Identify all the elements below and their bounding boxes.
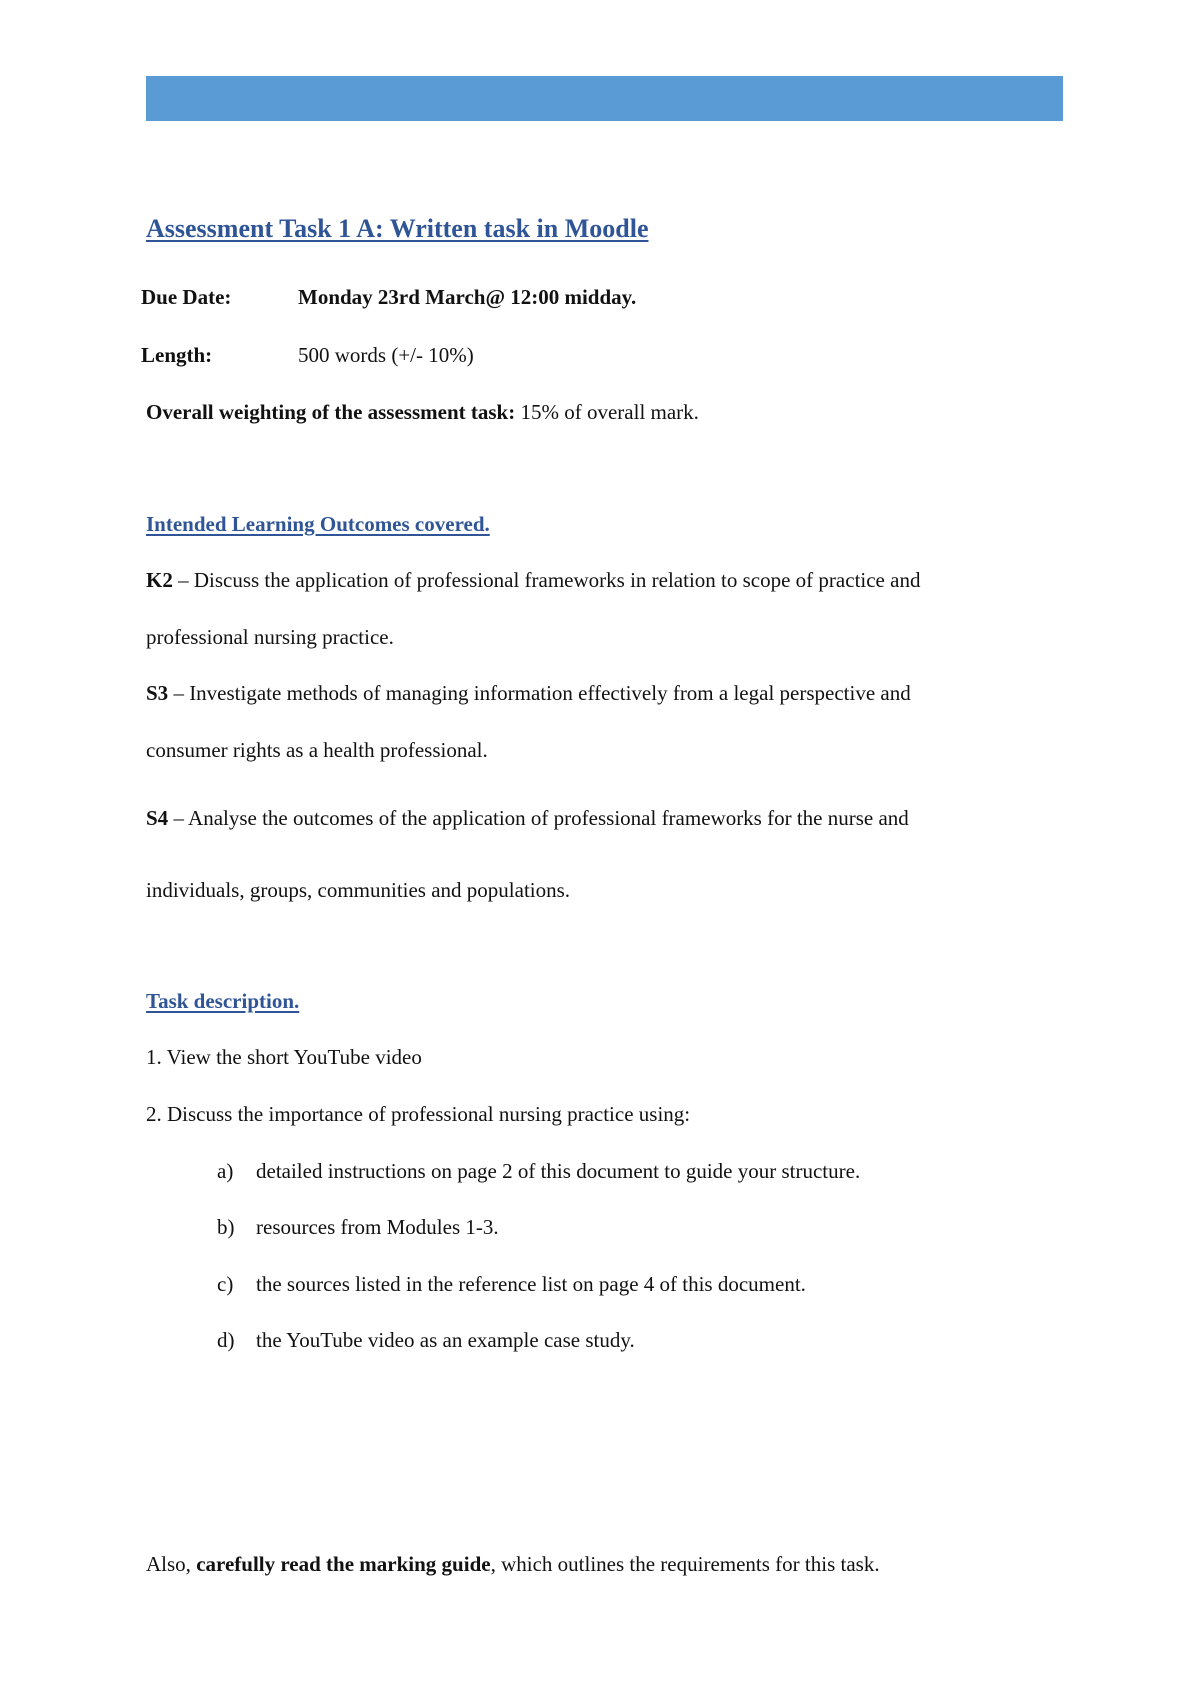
learning-outcomes-heading: Intended Learning Outcomes covered. — [146, 512, 490, 536]
weighting-line — [146, 402, 699, 423]
sub-item-marker: c) — [217, 1272, 234, 1296]
closing-suffix: , which outlines the requirements for this task. — [490, 1552, 880, 1576]
outcome-code: S3 — [146, 681, 169, 705]
task-description-heading: Task description. — [146, 989, 300, 1013]
outcome-text: – Investigate methods of managing information effectively from a legal perspective and — [168, 681, 911, 705]
length-value: 500 words (+/- 10%) — [298, 343, 474, 367]
due-date-label: Due Date: — [141, 285, 232, 309]
sub-item-text: resources from Modules 1-3. — [256, 1215, 499, 1239]
closing-emphasis: carefully read the marking guide — [196, 1552, 491, 1576]
sub-item-marker: b) — [217, 1215, 235, 1239]
due-date-value: Monday 23rd March@ 12:00 midday. — [298, 285, 637, 309]
sub-item-text: the YouTube video as an example case study. — [256, 1328, 635, 1352]
weighting-value: 15% of overall mark. — [515, 400, 699, 424]
task-step-2: 2. Discuss the importance of professional nursing practice using: — [146, 1102, 691, 1126]
outcome-s4-line2: individuals, groups, communities and populations. — [146, 878, 571, 902]
outcome-s3-line2: consumer rights as a health professional. — [146, 738, 488, 762]
document-title: Assessment Task 1 A: Written task in Moodle — [146, 214, 649, 243]
outcome-s3-line1 — [146, 683, 911, 704]
outcome-k2-line2: professional nursing practice. — [146, 625, 394, 649]
header-color-bar — [146, 76, 1063, 121]
length-label: Length: — [141, 343, 213, 367]
outcome-text: – Analyse the outcomes of the application of professional frameworks for the nurse and — [168, 806, 909, 830]
weighting-label: Overall weighting of the assessment task: — [146, 400, 516, 424]
sub-item-marker: d) — [217, 1328, 235, 1352]
task-step-1: 1. View the short YouTube video — [146, 1045, 422, 1069]
outcome-s4-line1 — [146, 808, 909, 829]
closing-prefix: Also, — [146, 1552, 197, 1576]
sub-item-marker: a) — [217, 1159, 234, 1183]
closing-note — [146, 1554, 880, 1575]
sub-item-text: detailed instructions on page 2 of this document to guide your structure. — [256, 1159, 861, 1183]
outcome-code: K2 — [146, 568, 173, 592]
outcome-code: S4 — [146, 806, 169, 830]
sub-item-text: the sources listed in the reference list on page 4 of this document. — [256, 1272, 806, 1296]
outcome-k2-line1 — [146, 570, 920, 591]
outcome-text: – Discuss the application of professional frameworks in relation to scope of practice and — [172, 568, 921, 592]
